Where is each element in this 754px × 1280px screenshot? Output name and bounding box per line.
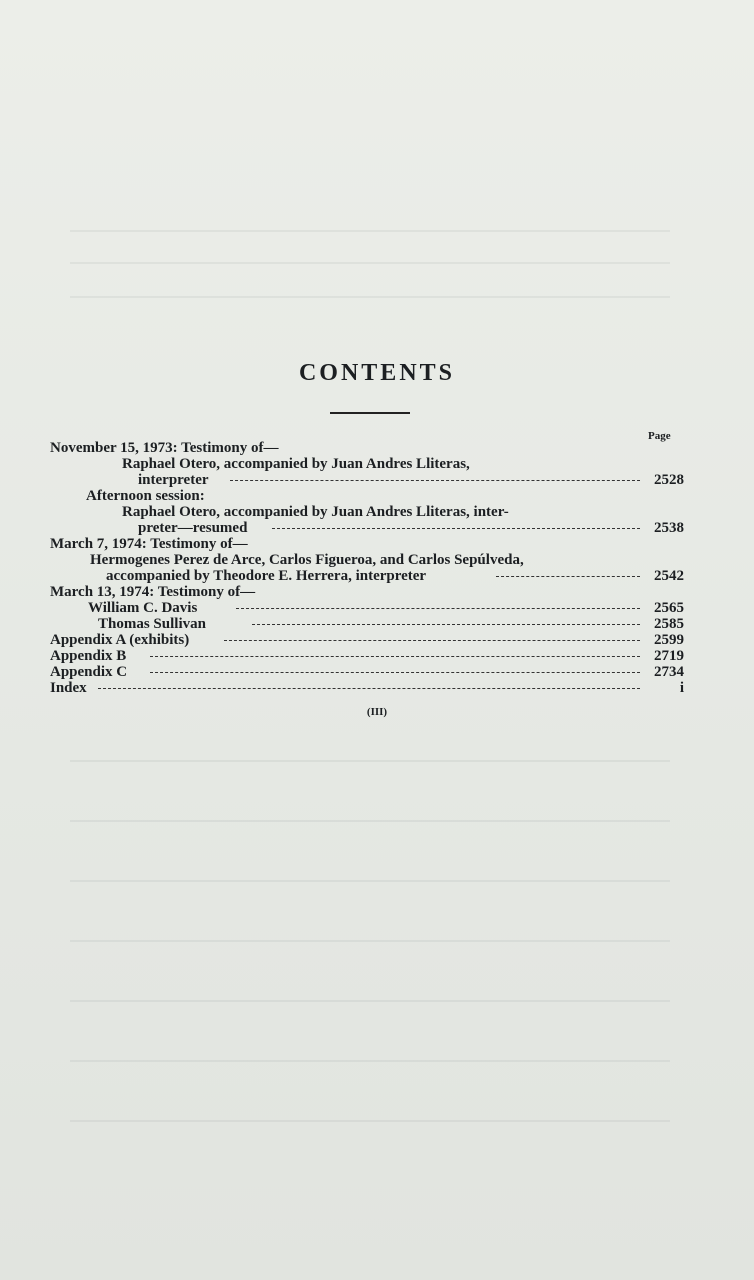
- bleed-through-line: [70, 230, 670, 232]
- toc-entry-text: March 13, 1974: Testimony of—: [50, 584, 256, 600]
- toc-entry-text: Hermogenes Perez de Arce, Carlos Figueroa, and Carlos Sepúlveda,: [90, 552, 524, 568]
- toc-entry: [50, 472, 690, 488]
- dot-leader: [150, 672, 640, 673]
- title-rule: [330, 412, 410, 414]
- toc-entry: [50, 504, 690, 520]
- toc-entry: [50, 584, 690, 600]
- toc-entry-page: 2528: [654, 472, 684, 488]
- toc-entry-text: William C. Davis: [88, 600, 198, 616]
- toc-entry: [50, 440, 690, 456]
- toc-entry-page: 2542: [654, 568, 684, 584]
- toc-entry-text: November 15, 1973: Testimony of—: [50, 440, 279, 456]
- toc-entry-page: 2719: [654, 648, 684, 664]
- toc-entry: [50, 488, 690, 504]
- toc-entry-text: Raphael Otero, accompanied by Juan Andres Lliteras,: [122, 456, 470, 472]
- bleed-through-line: [70, 820, 670, 822]
- toc-entry-text: Raphael Otero, accompanied by Juan Andres Lliteras, inter-: [122, 504, 509, 520]
- toc-entry: [50, 456, 690, 472]
- toc-entry-page: i: [679, 680, 684, 696]
- toc-entry-text: Appendix A (exhibits): [50, 632, 190, 648]
- toc-entry: [50, 648, 690, 664]
- toc-entry-page: 2565: [654, 600, 684, 616]
- dot-leader: [224, 640, 640, 641]
- bleed-through-line: [70, 1000, 670, 1002]
- bleed-through-line: [70, 1120, 670, 1122]
- toc-entry-text: Index: [50, 680, 87, 696]
- toc-entry: [50, 568, 690, 584]
- toc-entry-page: 2599: [654, 632, 684, 648]
- toc-entry: [50, 616, 690, 632]
- toc-entry: [50, 680, 690, 696]
- table-of-contents: [50, 440, 690, 696]
- toc-entry: [50, 552, 690, 568]
- toc-entry-text: Afternoon session:: [86, 488, 205, 504]
- bleed-through-line: [70, 1060, 670, 1062]
- dot-leader: [272, 528, 640, 529]
- dot-leader: [496, 576, 640, 577]
- toc-entry-text: March 7, 1974: Testimony of—: [50, 536, 248, 552]
- toc-entry-page: 2538: [654, 520, 684, 536]
- page-column-header: Page: [648, 430, 671, 442]
- bleed-through-line: [70, 262, 670, 264]
- toc-entry: [50, 520, 690, 536]
- toc-entry: [50, 664, 690, 680]
- bleed-through-line: [70, 296, 670, 298]
- page-title: CONTENTS: [298, 360, 456, 386]
- dot-leader: [236, 608, 640, 609]
- toc-entry-page: 2734: [654, 664, 684, 680]
- page-number: (III): [366, 706, 388, 718]
- toc-entry: [50, 536, 690, 552]
- toc-entry: [50, 600, 690, 616]
- bleed-through-line: [70, 760, 670, 762]
- bleed-through-line: [70, 880, 670, 882]
- dot-leader: [252, 624, 640, 625]
- toc-entry-text: interpreter: [138, 472, 209, 488]
- dot-leader: [98, 688, 640, 689]
- toc-entry: [50, 632, 690, 648]
- toc-entry-text: accompanied by Theodore E. Herrera, interpreter: [106, 568, 427, 584]
- toc-entry-text: preter—resumed: [138, 520, 248, 536]
- toc-entry-text: Appendix B: [50, 648, 127, 664]
- bleed-through-line: [70, 940, 670, 942]
- toc-entry-text: Thomas Sullivan: [98, 616, 206, 632]
- toc-entry-text: Appendix C: [50, 664, 128, 680]
- toc-entry-page: 2585: [654, 616, 684, 632]
- dot-leader: [230, 480, 640, 481]
- dot-leader: [150, 656, 640, 657]
